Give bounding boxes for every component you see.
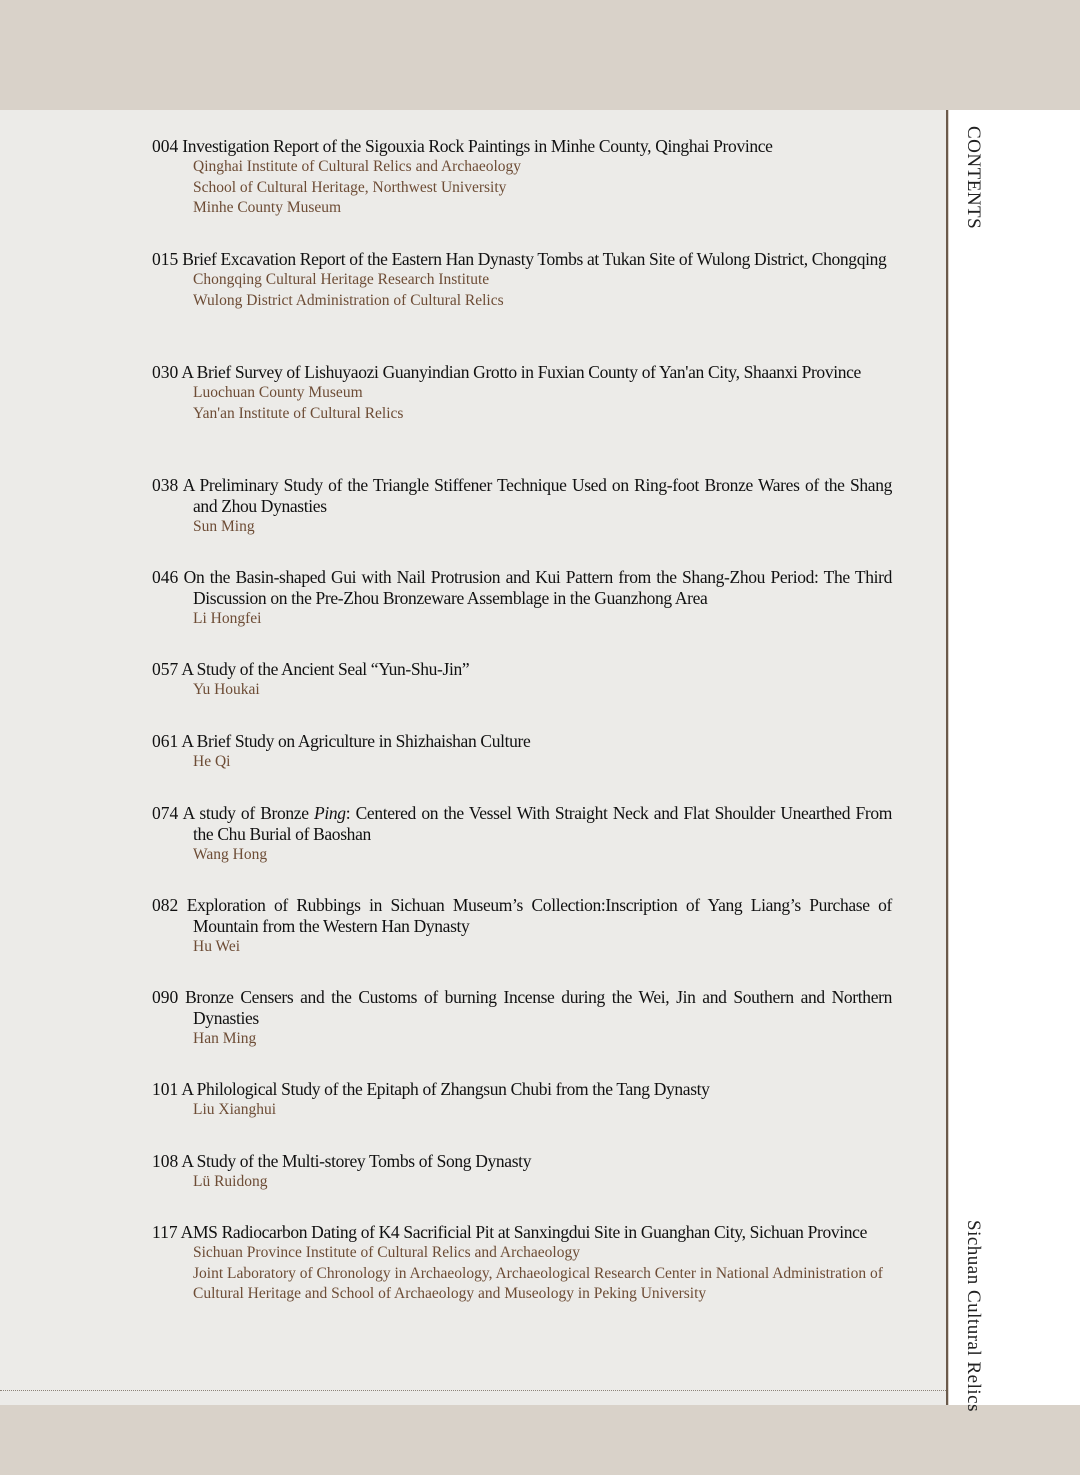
- entry-title: 082 Exploration of Rubbings in Sichuan Museum’s Collection:Inscription of Yang Liang’s Purchase of Mountain from the Western Han Dynasty: [152, 895, 893, 936]
- entry-title: 108 A Study of the Multi-storey Tombs of Song Dynasty: [152, 1151, 532, 1171]
- entry-author: Wulong District Administration of Cultural Relics: [193, 291, 504, 309]
- page-number: 046: [152, 567, 179, 587]
- entry-author: Joint Laboratory of Chronology in Archaeology, Archaeological Research Center in National Administration of Cultural Heritage and School of Archaeology and Museology in Peking University: [193, 1264, 883, 1302]
- entry-title: 061 A Brief Study on Agriculture in Shizhaishan Culture: [152, 731, 531, 751]
- entry-author: Sichuan Province Institute of Cultural Relics and Archaeology: [193, 1244, 580, 1261]
- toc-entry[interactable]: [152, 731, 892, 773]
- entry-author: School of Cultural Heritage, Northwest University: [193, 178, 507, 196]
- dotted-divider: [0, 1390, 946, 1391]
- toc-entry[interactable]: [152, 803, 892, 866]
- bottom-margin-band: [0, 1405, 1080, 1475]
- page-number: 108: [152, 1151, 179, 1171]
- page-number: 074: [152, 803, 179, 823]
- entry-author: Yu Houkai: [193, 681, 260, 698]
- toc-entry[interactable]: [152, 1222, 892, 1305]
- toc-entry[interactable]: [152, 362, 892, 424]
- page-number: 117: [152, 1222, 178, 1242]
- entry-author: Hu Wei: [193, 938, 241, 955]
- side-panel: [949, 110, 1080, 1405]
- toc-entry[interactable]: [152, 895, 892, 958]
- entry-author: Sun Ming: [193, 518, 255, 535]
- entry-author: Han Ming: [193, 1030, 257, 1047]
- page-number: 061: [152, 731, 179, 751]
- toc-entry[interactable]: [152, 659, 892, 701]
- entry-title: 030 A Brief Survey of Lishuyaozi Guanyindian Grotto in Fuxian County of Yan'an City, Shaanxi Province: [152, 362, 861, 382]
- page-number: 082: [152, 895, 179, 915]
- journal-name: Sichuan Cultural Relics: [963, 1220, 984, 1412]
- entry-author: Luochuan County Museum: [193, 384, 363, 401]
- page-number: 057: [152, 659, 179, 679]
- entry-author: Chongqing Cultural Heritage Research Institute: [193, 271, 490, 288]
- entry-title: 046 On the Basin-shaped Gui with Nail Protrusion and Kui Pattern from the Shang-Zhou Period: The Third Discussion on the Pre-Zhou Bronzeware Assemblage in the Guanzhong Area: [152, 567, 892, 608]
- entry-title: 090 Bronze Censers and the Customs of burning Incense during the Wei, Jin and Southern and Northern Dynasties: [152, 987, 892, 1028]
- toc-entry[interactable]: [152, 987, 892, 1050]
- entry-author: He Qi: [193, 753, 231, 770]
- entry-title: 117 AMS Radiocarbon Dating of K4 Sacrificial Pit at Sanxingdui Site in Guanghan City, Sichuan Province: [152, 1222, 868, 1242]
- entry-author: Yan'an Institute of Cultural Relics: [193, 404, 404, 422]
- page-number: 090: [152, 987, 179, 1007]
- entry-author: Liu Xianghui: [193, 1101, 277, 1118]
- toc-entry[interactable]: [152, 567, 892, 630]
- entry-title: 038 A Preliminary Study of the Triangle Stiffener Technique Used on Ring-foot Bronze Wares of the Shang and Zhou Dynasties: [152, 475, 893, 516]
- page-number: 030: [152, 362, 179, 382]
- entry-author: Qinghai Institute of Cultural Relics and Archaeology: [193, 158, 522, 175]
- page-number: 004: [152, 136, 179, 156]
- toc-entry[interactable]: [152, 475, 892, 538]
- toc-entry[interactable]: [152, 136, 892, 219]
- contents-heading: CONTENTS: [963, 126, 984, 230]
- toc-entry[interactable]: [152, 1079, 892, 1121]
- entry-author: Li Hongfei: [193, 610, 262, 627]
- entry-author: Lü Ruidong: [193, 1173, 268, 1190]
- entry-title: 004 Investigation Report of the Sigouxia Rock Paintings in Minhe County, Qinghai Province: [152, 136, 773, 156]
- page-number: 015: [152, 249, 179, 269]
- toc-entry[interactable]: [152, 1151, 892, 1193]
- entry-title: 015 Brief Excavation Report of the Eastern Han Dynasty Tombs at Tukan Site of Wulong District, Chongqing: [152, 249, 887, 269]
- top-margin-band: [0, 0, 1080, 110]
- entry-title: 074 A study of Bronze Ping: Centered on the Vessel With Straight Neck and Flat Shoulder Unearthed From the Chu Burial of Baoshan: [152, 803, 892, 844]
- page-number: 101: [152, 1079, 179, 1099]
- entry-author: Minhe County Museum: [193, 199, 342, 216]
- page-number: 038: [152, 475, 179, 495]
- entry-title: 101 A Philological Study of the Epitaph of Zhangsun Chubi from the Tang Dynasty: [152, 1079, 710, 1099]
- vertical-divider: [946, 110, 948, 1475]
- entry-author: Wang Hong: [193, 846, 268, 863]
- entry-title: 057 A Study of the Ancient Seal “Yun-Shu-Jin”: [152, 659, 470, 679]
- toc-entry[interactable]: [152, 249, 892, 311]
